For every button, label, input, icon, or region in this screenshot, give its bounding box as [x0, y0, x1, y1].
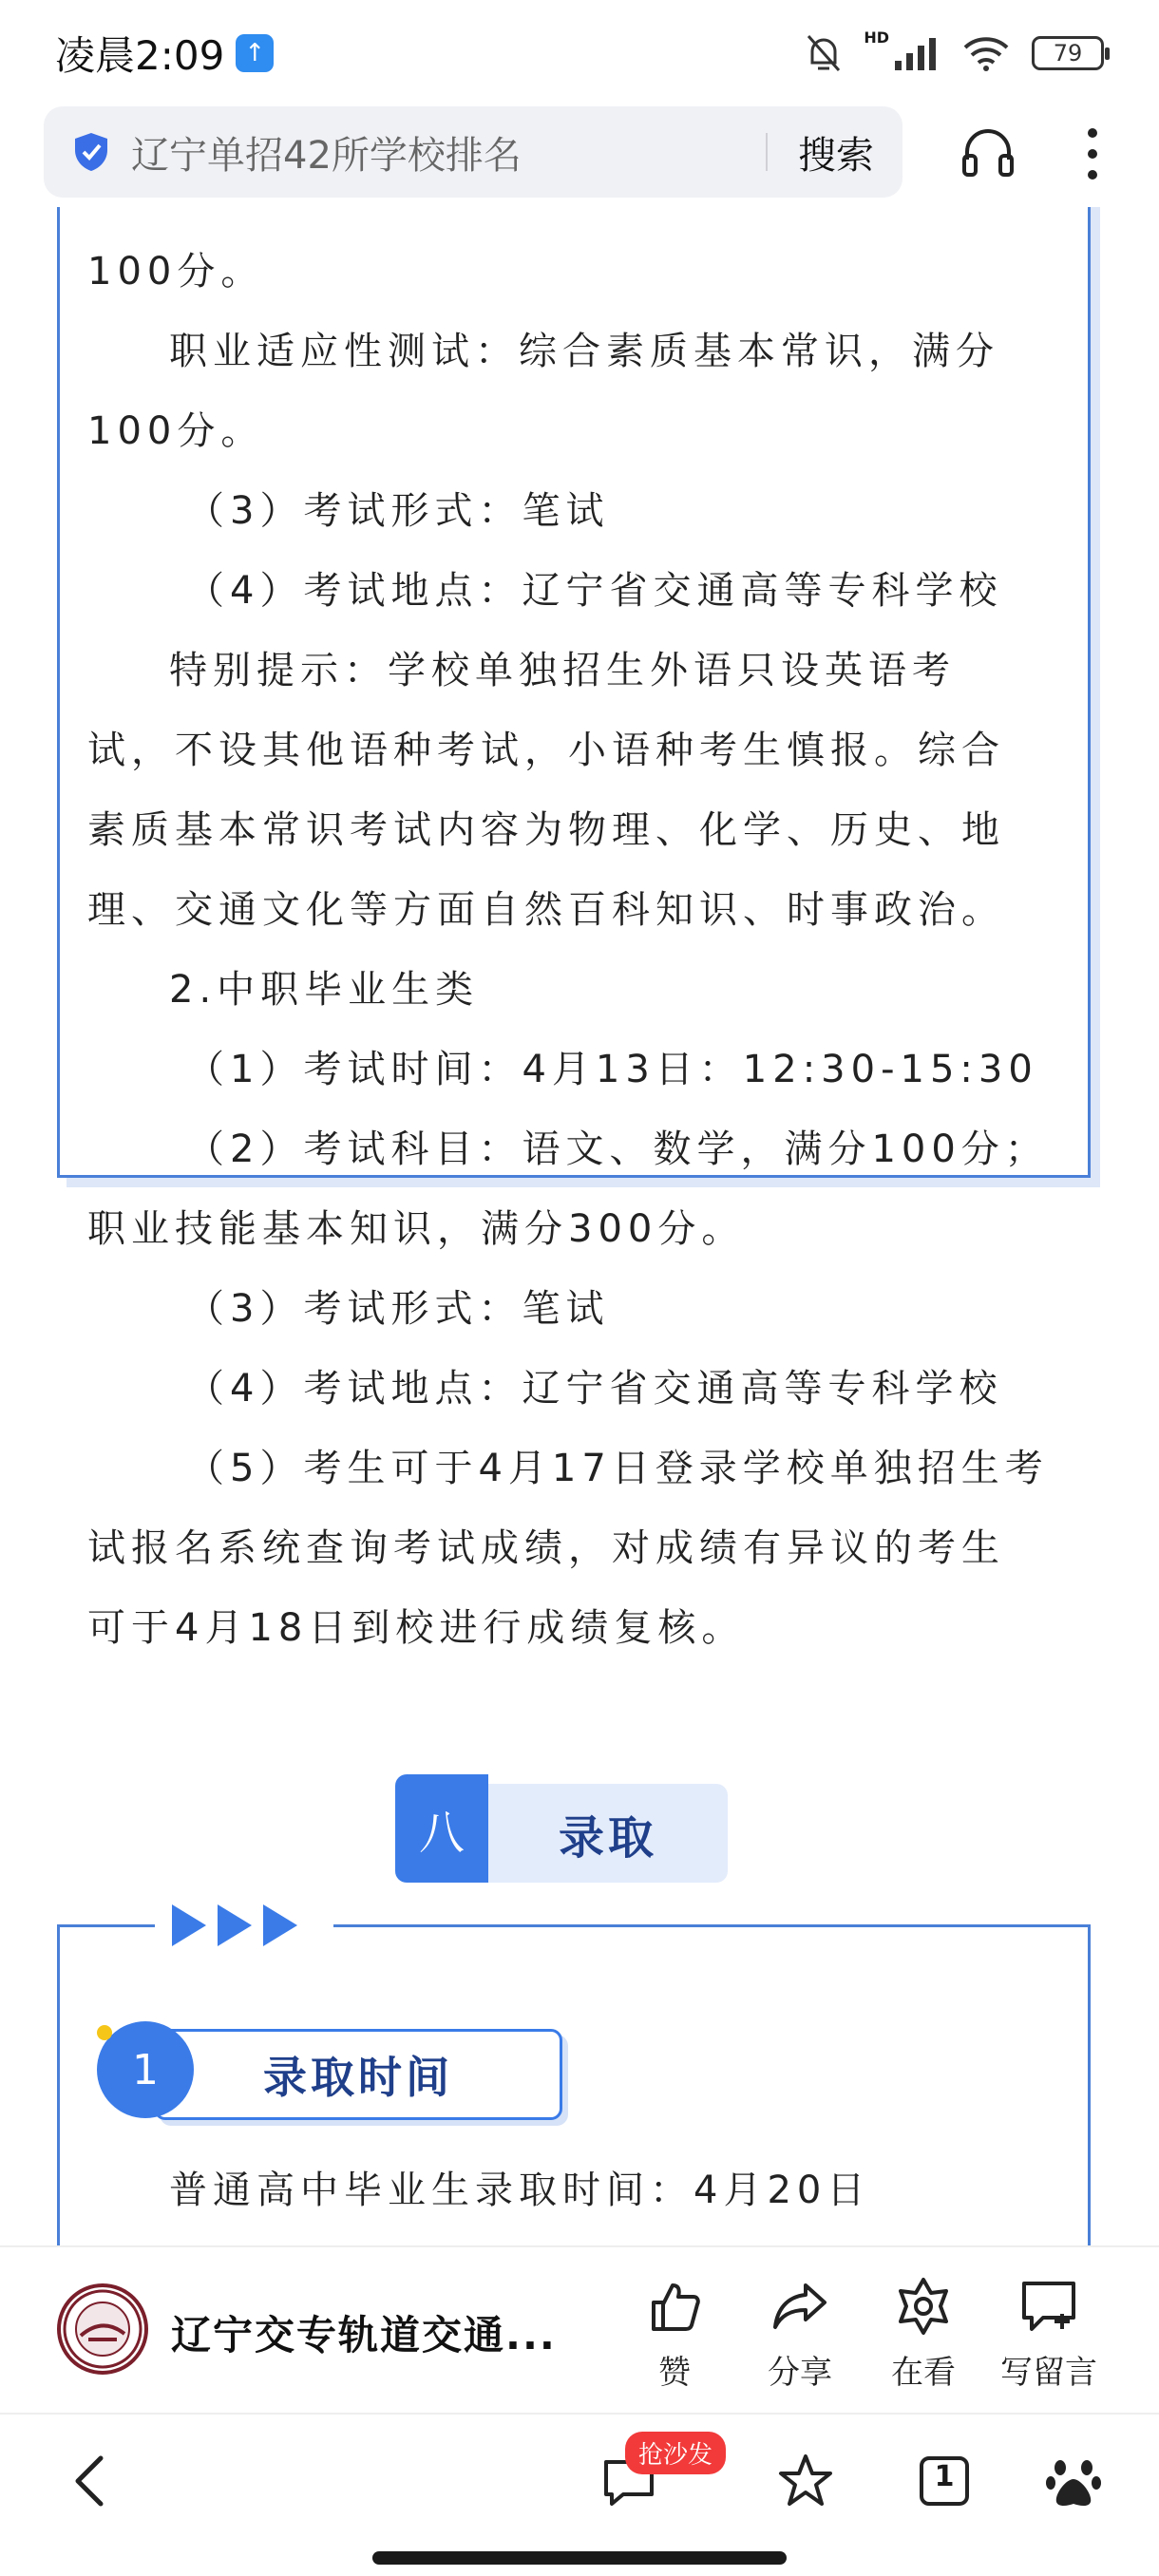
- like-button[interactable]: [618, 2276, 732, 2393]
- share-label: 分享: [768, 2354, 832, 2392]
- share-button[interactable]: [743, 2276, 857, 2393]
- article-line: （2）考试科目：语文、数学，满分100分；: [186, 1127, 1049, 1171]
- tab-count: 1: [934, 2460, 955, 2493]
- wifi-icon: [961, 34, 1011, 72]
- share-icon: [770, 2276, 830, 2337]
- article-line: 试，不设其他语种考试，小语种考生慎报。综合: [87, 729, 1005, 772]
- triangle-icon: [218, 1904, 252, 1946]
- yellow-dot-icon: [97, 2025, 112, 2040]
- article-content: [0, 207, 1159, 2245]
- subsection-number: 1: [97, 2021, 194, 2118]
- section-number: 八: [395, 1774, 488, 1883]
- status-icons: [805, 28, 1104, 74]
- top-bar: [0, 106, 1159, 207]
- battery-icon: [1032, 36, 1104, 70]
- article-line: （3）考试形式：笔试: [186, 489, 610, 533]
- write-comment-button[interactable]: [992, 2276, 1106, 2393]
- article-line: 100分。: [87, 250, 265, 294]
- triangle-icon: [172, 1904, 206, 1946]
- headphone-icon[interactable]: [960, 123, 1016, 180]
- account-name[interactable]: 辽宁交专轨道交通...: [171, 2312, 557, 2358]
- baidu-button[interactable]: [1045, 2453, 1102, 2513]
- back-button[interactable]: [63, 2453, 120, 2513]
- article-line: 特别提示：学校单独招生外语只设英语考: [169, 649, 956, 692]
- arrow-decoration: [172, 1904, 297, 1946]
- baidu-paw-icon: [1045, 2453, 1102, 2510]
- article-line: （3）考试形式：笔试: [186, 1287, 610, 1331]
- comment-add-icon: [1018, 2276, 1079, 2337]
- triangle-icon: [263, 1904, 297, 1946]
- article-line: （5）考生可于4月17日登录学校单独招生考: [186, 1447, 1049, 1490]
- favorite-button[interactable]: [777, 2453, 834, 2513]
- article-line: 2.中职毕业生类: [169, 968, 480, 1012]
- search-input[interactable]: 辽宁单招42所学校排名: [131, 133, 522, 178]
- search-box[interactable]: [44, 106, 902, 198]
- article-line: 素质基本常识考试内容为物理、化学、历史、地: [87, 808, 1005, 852]
- subsection-title: 录取时间: [154, 2029, 562, 2120]
- battery-level: 79: [1053, 40, 1083, 66]
- write-comment-label: 写留言: [1000, 2354, 1097, 2392]
- star-icon: [777, 2453, 834, 2510]
- article-line: 普通高中毕业生录取时间：4月20日: [169, 2169, 871, 2212]
- search-divider: [766, 133, 768, 171]
- bottom-nav: [0, 2413, 1159, 2576]
- signal-icon: [893, 34, 940, 72]
- article-line: （1）考试时间：4月13日：12:30-15:30: [186, 1048, 1038, 1091]
- home-indicator[interactable]: [372, 2551, 787, 2565]
- watching-label: 在看: [891, 2354, 956, 2392]
- account-bar: [0, 2245, 1159, 2413]
- shield-icon: [72, 131, 110, 173]
- article-line: 职业技能基本知识，满分300分。: [87, 1207, 746, 1251]
- upload-arrow-icon: ↑: [236, 34, 274, 72]
- search-button[interactable]: 搜索: [798, 133, 874, 178]
- article-line: 理、交通文化等方面自然百科知识、时事政治。: [87, 888, 1005, 932]
- chevron-left-icon: [63, 2453, 120, 2510]
- comment-button[interactable]: [600, 2441, 713, 2513]
- article-line: 试报名系统查询考试成绩，对成绩有异议的考生: [87, 1526, 1005, 1570]
- section-title: 录取: [488, 1784, 728, 1883]
- avatar[interactable]: [57, 2283, 148, 2375]
- thumbs-up-icon: [644, 2276, 705, 2337]
- status-bar: [0, 0, 1159, 106]
- mute-bell-icon: [805, 32, 843, 74]
- article-line: 可于4月18日到校进行成绩复核。: [87, 1606, 746, 1650]
- more-icon[interactable]: [1079, 125, 1106, 182]
- article-line: （4）考试地点：辽宁省交通高等专科学校: [186, 1367, 1003, 1411]
- network-label: HD: [864, 28, 889, 47]
- status-time: 凌晨2:09: [55, 32, 225, 79]
- tabs-button[interactable]: [916, 2453, 973, 2513]
- article-line: （4）考试地点：辽宁省交通高等专科学校: [186, 569, 1003, 613]
- sofa-badge: 抢沙发: [625, 2432, 726, 2474]
- flower-icon: [893, 2276, 954, 2337]
- like-label: 赞: [658, 2354, 691, 2392]
- article-line: 100分。: [87, 409, 265, 453]
- school-logo-icon: [62, 2288, 143, 2370]
- watching-button[interactable]: [866, 2276, 980, 2393]
- article-line: 职业适应性测试：综合素质基本常识，满分: [169, 330, 999, 373]
